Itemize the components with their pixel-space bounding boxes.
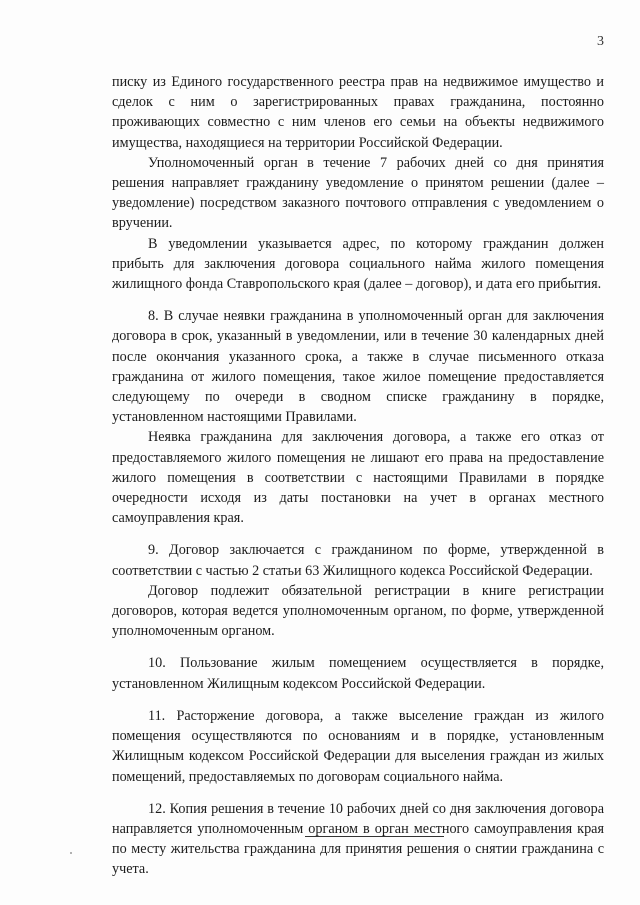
section-gap <box>112 641 604 653</box>
paragraph-clause-9-registration: Договор подлежит обязательной регистрации в книге регистрации договоров, которая ведется уполномоченным органом, по форме, утвержденной уполномоченным органом. <box>112 582 604 640</box>
end-of-document-rule <box>305 836 444 837</box>
section-gap <box>112 694 604 706</box>
scan-speck <box>70 852 72 854</box>
paragraph-notification-address: В уведомлении указывается адрес, по которому гражданин должен прибыть для заключения договора социального найма жилого помещения жилищного фонда Ставропольского края (далее – договор), и дата его прибытия. <box>112 235 604 293</box>
section-gap <box>112 787 604 799</box>
paragraph-clause-11: 11. Расторжение договора, а также выселение граждан из жилого помещения осуществляются по основаниям и в порядке, установленным Жилищным кодексом Российской Федерации для выселения граждан из жилых помещений, предоставляемых по договорам социального найма. <box>112 707 604 785</box>
paragraph-clause-10: 10. Пользование жилым помещением осуществляется в порядке, установленном Жилищным кодексом Российской Федерации. <box>112 655 604 692</box>
section-gap <box>112 528 604 540</box>
paragraph-clause-12: 12. Копия решения в течение 10 рабочих дней со дня заключения договора направляется уполномоченным органом в орган местного самоуправления края по месту жительства гражданина для принятия решения о снятии гражданина с учета. <box>112 800 604 878</box>
paragraph-statement-continuation: писку из Единого государственного реестра прав на недвижимое имущество и сделок с ним о зарегистрированных правах гражданина, постоянно проживающих совместно с ним членов его семьи на объекты недвижимого имущества, находящиеся на территории Российской Федерации. <box>112 74 604 151</box>
paragraph-clause-8-nonappearance: Неявка гражданина для заключения договора, а также его отказ от предоставляемого жилого помещения не лишают его права на предоставление жилого помещения в соответствии с настоящими Правилами в порядке очередности исходя из даты постановки на учет в органах местного самоуправления края. <box>112 429 604 527</box>
section-gap <box>112 294 604 306</box>
paragraph-notification-decision: Уполномоченный орган в течение 7 рабочих дней со дня принятия решения направляет гражданину уведомление о принятом решении (далее – уведомление) посредством заказного почтового отправления с уведомлением о вручении. <box>112 154 604 232</box>
paragraph-clause-8: 8. В случае неявки гражданина в уполномоченный орган для заключения договора в срок, указанный в уведомлении, или в течение 30 календарных дней после окончания указанного срока, а также в случае письменного отказа гражданина от жилого помещения, такое жилое помещение предоставляется следующему по очереди в сводном списке гражданину в порядке, установленном настоящими Правилами. <box>112 308 604 426</box>
document-body <box>112 72 604 880</box>
page-number: 3 <box>597 34 604 49</box>
paragraph-clause-9: 9. Договор заключается с гражданином по форме, утвержденной в соответствии с частью 2 статьи 63 Жилищного кодекса Российской Федерации. <box>112 542 604 579</box>
